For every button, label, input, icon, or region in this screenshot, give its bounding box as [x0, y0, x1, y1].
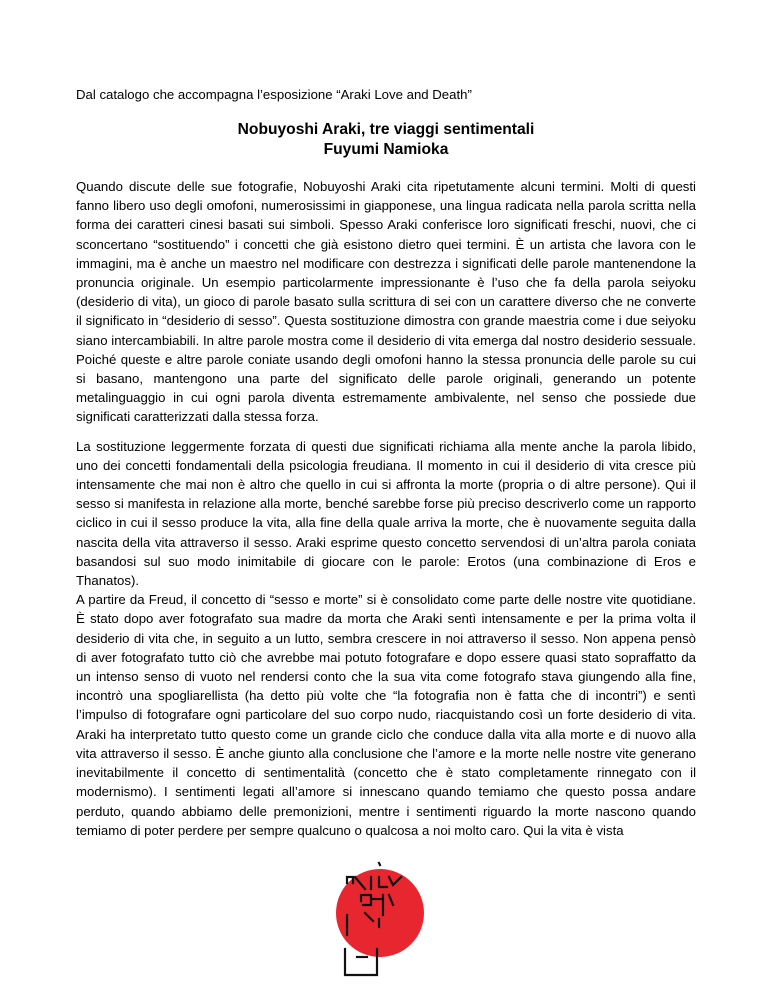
article-body — [76, 177, 696, 840]
paragraph-3: A partire da Freud, il concetto di “sesso e morte” si è consolidato come parte delle nostre vite quotidiane. È stato dopo aver fotografato sua madre da morta che Araki sentì intensamente e per la prima volta il desiderio di vita che, in seguito a un lutto, sembra crescere in noi attraverso il sesso. Non appena pensò di aver fotografato tutto ciò che avrebbe mai potuto fotografare e dopo essere quasi stato sopraffatto da un intenso senso di vuoto nel rendersi conto che la sua vita come fotografo stava giungendo alla fine, incontrò una spogliarellista (ha detto più volte che “la fotografia non è fatta che di incontri”) e sentì l’impulso di fotografare ogni particolare del suo corpo nudo, riacquistando così un forte desiderio di vita. Araki ha interpretato tutto questo come un grande ciclo che conduce dalla vita alla morte e di nuovo alla vita attraverso il sesso. È anche giunto alla conclusione che l’amore e la morte nelle nostre vite generano inevitabilmente il concetto di sentimentalità (concetto che è stato completamente rinnegato con il modernismo). I sentimenti legati all’amore si innescano quando temiamo che questo possa andare perduto, quando abbiamo delle premonizioni, mentre i sentimenti riguardo la morte nascono quando temiamo di poter perdere per sempre qualcuno o qualcosa a noi molto caro. Qui la vita è vista — [76, 592, 696, 838]
paragraph-2: La sostituzione leggermente forzata di questi due significati richiama alla mente anche la parola libido, uno dei concetti fondamentali della psicologia freudiana. Il momento in cui il desiderio di vita cresce più intensamente che mai non è altro che quello in cui si affronta la morte (propria o di altre persone). Qui il sesso si manifesta in relazione alla morte, benché sarebbe forse più preciso descriverlo come un rapporto ciclico in cui il sesso produce la vita, alla fine della quale arriva la morte, che è nuovamente seguita dalla nascita della vita attraverso il sesso. Araki esprime questo concetto servendosi di un’altra parola coniata basandosi sul suo modo inimitabile di giocare con le parole: Erotos (una combinazione di Eros e Thanatos). — [76, 438, 696, 589]
article-title: Nobuyoshi Araki, tre viaggi sentimentali — [237, 121, 535, 138]
article-heading — [76, 120, 696, 160]
paragraph-1: Quando discute delle sue fotografie, Nobuyoshi Araki cita ripetutamente alcuni termini. Molti di questi fanno libero uso degli omofoni, numerosissimi in giapponese, una lingua radicata nella parola scritta nella forma dei caratteri cinesi basati sui simboli. Spesso Araki conferisce loro significati freschi, nuovi, che ci sconcertano “sostituendo” i concetti che già esistono dietro quei termini. È un artista che lavora con le immagini, ma è anche un maestro nel modificare con destrezza i significati delle parole mantenendone la pronuncia originale. Un esempio particolarmente impressionante è l’uso che fa della parola seiyoku (desiderio di vita), un gioco di parole basato sulla scrittura di sei con un carattere diverso che ne converte il significato in “desiderio di sesso”. Questa sostituzione dimostra con grande maestria come i due seiyoku siano intercambiabili. In altre parole mostra come il desiderio di vita emerga dal nostro desiderio sessuale. Poiché queste e altre parole coniate usando degli omofoni hanno la stessa pronuncia delle parole su cui si basano, mantengono una parte del significato delle parole originali, generando un potente metalinguaggio in cui ogni parola diventa estremamente ambivalente, nel senso che possiede due significati caratterizzati dalla stessa forza. — [76, 179, 696, 425]
catalog-caption: Dal catalogo che accompagna l’esposizione “Araki Love and Death” — [76, 87, 472, 102]
logo-graphic — [333, 857, 433, 985]
article-author: Fuyumi Namioka — [323, 141, 449, 158]
red-circle-glyph-logo-icon — [333, 857, 433, 985]
